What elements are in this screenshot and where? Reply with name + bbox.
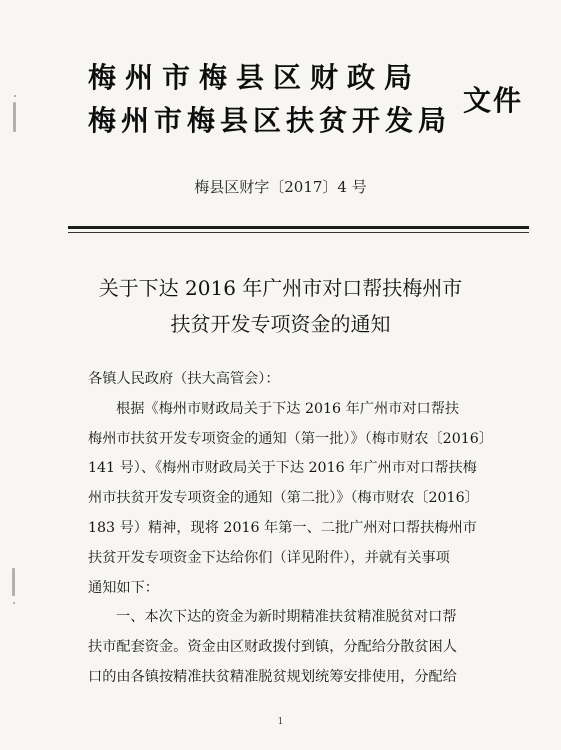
issuer-poverty-alleviation-bureau: 梅州市梅县区扶贫开发局 — [88, 104, 452, 137]
title-line-1: 关于下达 2016 年广州市对口帮扶梅州市 — [98, 276, 463, 300]
page-number: 1 — [277, 717, 284, 727]
body-line: 州市扶贫开发专项资金的通知（第二批）》（梅市财农〔2016〕 — [88, 490, 479, 507]
binding-dot-top — [14, 95, 16, 97]
document-number: 梅县区财字〔2017〕4 号 — [194, 178, 367, 196]
issuing-agencies — [88, 56, 451, 142]
document-word: 文件 — [463, 84, 524, 117]
header-divider-thin — [68, 232, 529, 233]
body-line: 根据《梅州市财政局关于下达 2016 年广州市对口帮扶 — [116, 400, 460, 417]
issuer-finance-bureau: 梅州市梅县区财政局 — [88, 61, 422, 94]
body-line: 通知如下： — [88, 579, 159, 596]
notice-body — [88, 365, 508, 693]
title-line-2: 扶贫开发专项资金的通知 — [170, 312, 391, 336]
binding-dot-bottom — [13, 602, 15, 604]
body-line: 141 号）、《梅州市财政局关于下达 2016 年广州市对口帮扶梅 — [88, 460, 477, 477]
header-divider — [68, 226, 529, 229]
body-line: 口的由各镇按精准扶贫精准脱贫规划统筹安排使用，分配给 — [88, 668, 457, 685]
body-line: 扶市配套资金。资金由区财政拨付到镇，分配给分散贫困人 — [88, 639, 457, 656]
binding-hole-bottom — [12, 568, 15, 596]
body-line: 梅州市扶贫开发专项资金的通知（第一批）》（梅市财农〔2016〕 — [88, 430, 493, 447]
body-line: 183 号）精神，现将 2016 年第一、二批广州对口帮扶梅州市 — [88, 519, 477, 536]
salutation: 各镇人民政府（扶大高管会）： — [88, 371, 280, 387]
body-line: 一、本次下达的资金为新时期精准扶贫精准脱贫对口帮 — [116, 609, 457, 626]
body-line: 扶贫开发专项资金下达给你们（详见附件），并就有关事项 — [88, 549, 450, 566]
binding-hole-top — [13, 102, 16, 132]
notice-title — [0, 270, 561, 342]
